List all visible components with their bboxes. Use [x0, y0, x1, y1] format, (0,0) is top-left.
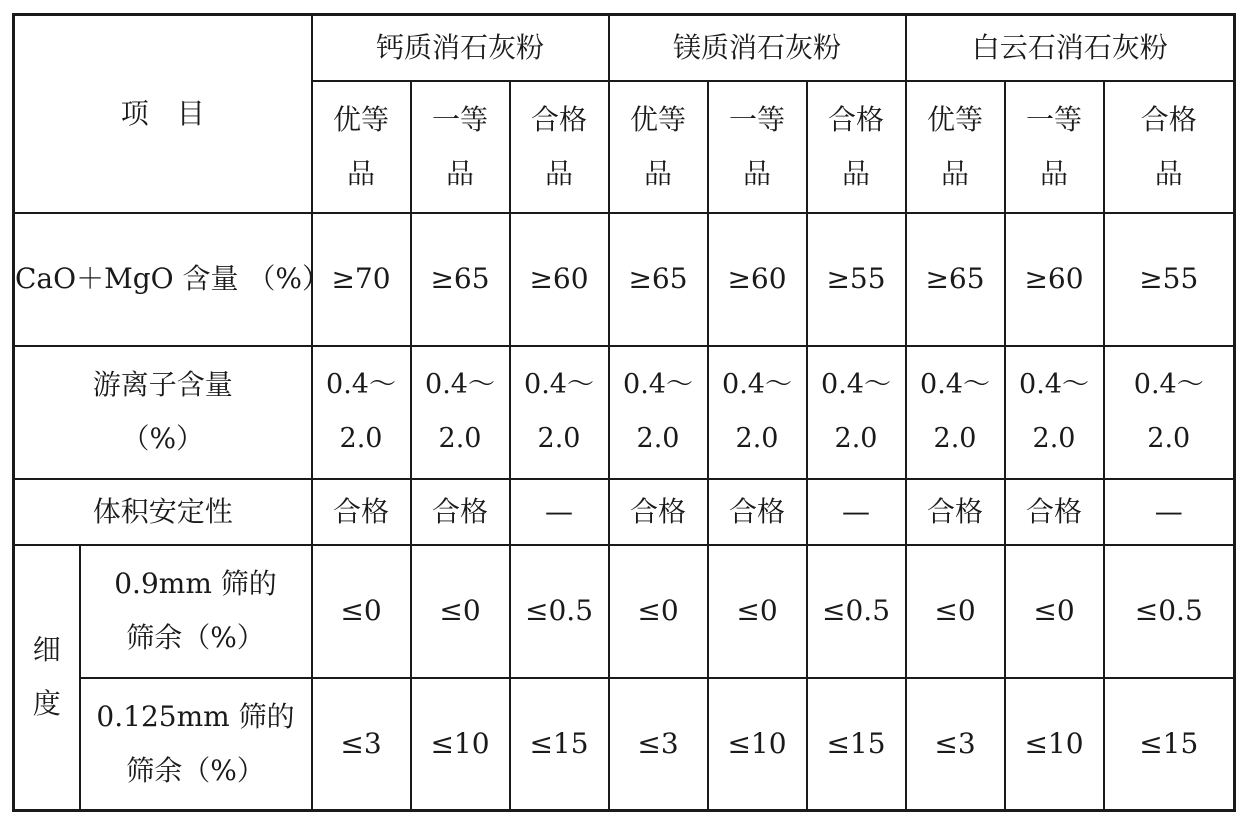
table-cell: ≤0.5: [807, 545, 906, 678]
table-cell: ≤0.5: [1104, 545, 1235, 678]
grade-header: 优等 品: [906, 81, 1005, 213]
item-header: 项 目: [14, 15, 312, 213]
table-cell: ≤0: [411, 545, 510, 678]
table-cell: —: [1104, 479, 1235, 545]
grade-header: 一等 品: [411, 81, 510, 213]
table-cell: 合格: [708, 479, 807, 545]
table-cell: ≥55: [807, 213, 906, 346]
group-header-row: [14, 15, 1235, 81]
table-cell: 0.4～ 2.0: [312, 346, 411, 479]
table-cell: ≥65: [906, 213, 1005, 346]
row-label-soundness: 体积安定性: [14, 479, 312, 545]
table-cell: —: [510, 479, 609, 545]
grade-header: 优等 品: [609, 81, 708, 213]
table-cell: ≥60: [510, 213, 609, 346]
table-cell: ≤3: [312, 678, 411, 811]
table-cell: 0.4～ 2.0: [609, 346, 708, 479]
table-cell: 0.4～ 2.0: [411, 346, 510, 479]
table-cell: ≤10: [708, 678, 807, 811]
table-cell: 合格: [609, 479, 708, 545]
row-label-cao-mgo: CaO＋MgO 含量 （%）: [14, 213, 312, 346]
row-label-sieve-0-9mm: 0.9mm 筛的 筛余（%）: [80, 545, 312, 678]
table-row: [14, 346, 1235, 479]
row-label-sieve-0-125mm: 0.125mm 筛的 筛余（%）: [80, 678, 312, 811]
group-header-dolomite: 白云石消石灰粉: [906, 15, 1235, 81]
table-cell: ≥55: [1104, 213, 1235, 346]
row-group-label-fineness: 细 度: [14, 545, 80, 811]
grade-header: 优等 品: [312, 81, 411, 213]
table-cell: ≥60: [708, 213, 807, 346]
table-cell: ≤0: [708, 545, 807, 678]
table-cell: ≤10: [1005, 678, 1104, 811]
table-cell: 合格: [1005, 479, 1104, 545]
table-cell: 0.4～ 2.0: [807, 346, 906, 479]
table-cell: ≤15: [1104, 678, 1235, 811]
table-cell: ≤0: [1005, 545, 1104, 678]
grade-header: 合格 品: [1104, 81, 1235, 213]
table-cell: ≤0: [312, 545, 411, 678]
grade-header: 一等 品: [1005, 81, 1104, 213]
table-cell: ≤10: [411, 678, 510, 811]
table-row: [14, 545, 1235, 678]
table-cell: ≤15: [807, 678, 906, 811]
table-row: [14, 678, 1235, 811]
table-cell: ≥60: [1005, 213, 1104, 346]
row-label-free-ion: 游离子含量 （%）: [14, 346, 312, 479]
table-cell: ≤0: [906, 545, 1005, 678]
table-cell: —: [807, 479, 906, 545]
table-cell: 0.4～ 2.0: [1005, 346, 1104, 479]
table-cell: 合格: [312, 479, 411, 545]
table-cell: ≤3: [906, 678, 1005, 811]
table-cell: 0.4～ 2.0: [510, 346, 609, 479]
group-header-calcium: 钙质消石灰粉: [312, 15, 609, 81]
table-cell: 0.4～ 2.0: [708, 346, 807, 479]
table-cell: ≤0.5: [510, 545, 609, 678]
grade-header: 合格 品: [510, 81, 609, 213]
group-header-magnesium: 镁质消石灰粉: [609, 15, 906, 81]
table-cell: ≥70: [312, 213, 411, 346]
table-cell: ≤0: [609, 545, 708, 678]
grade-header: 一等 品: [708, 81, 807, 213]
table-cell: 合格: [411, 479, 510, 545]
grade-header: 合格 品: [807, 81, 906, 213]
table-cell: 合格: [906, 479, 1005, 545]
table-cell: 0.4～ 2.0: [906, 346, 1005, 479]
table-cell: ≥65: [609, 213, 708, 346]
lime-powder-spec-table: [12, 13, 1236, 812]
table-row: [14, 479, 1235, 545]
table-row: [14, 213, 1235, 346]
table-cell: 0.4～ 2.0: [1104, 346, 1235, 479]
table-cell: ≥65: [411, 213, 510, 346]
table-cell: ≤3: [609, 678, 708, 811]
table-cell: ≤15: [510, 678, 609, 811]
